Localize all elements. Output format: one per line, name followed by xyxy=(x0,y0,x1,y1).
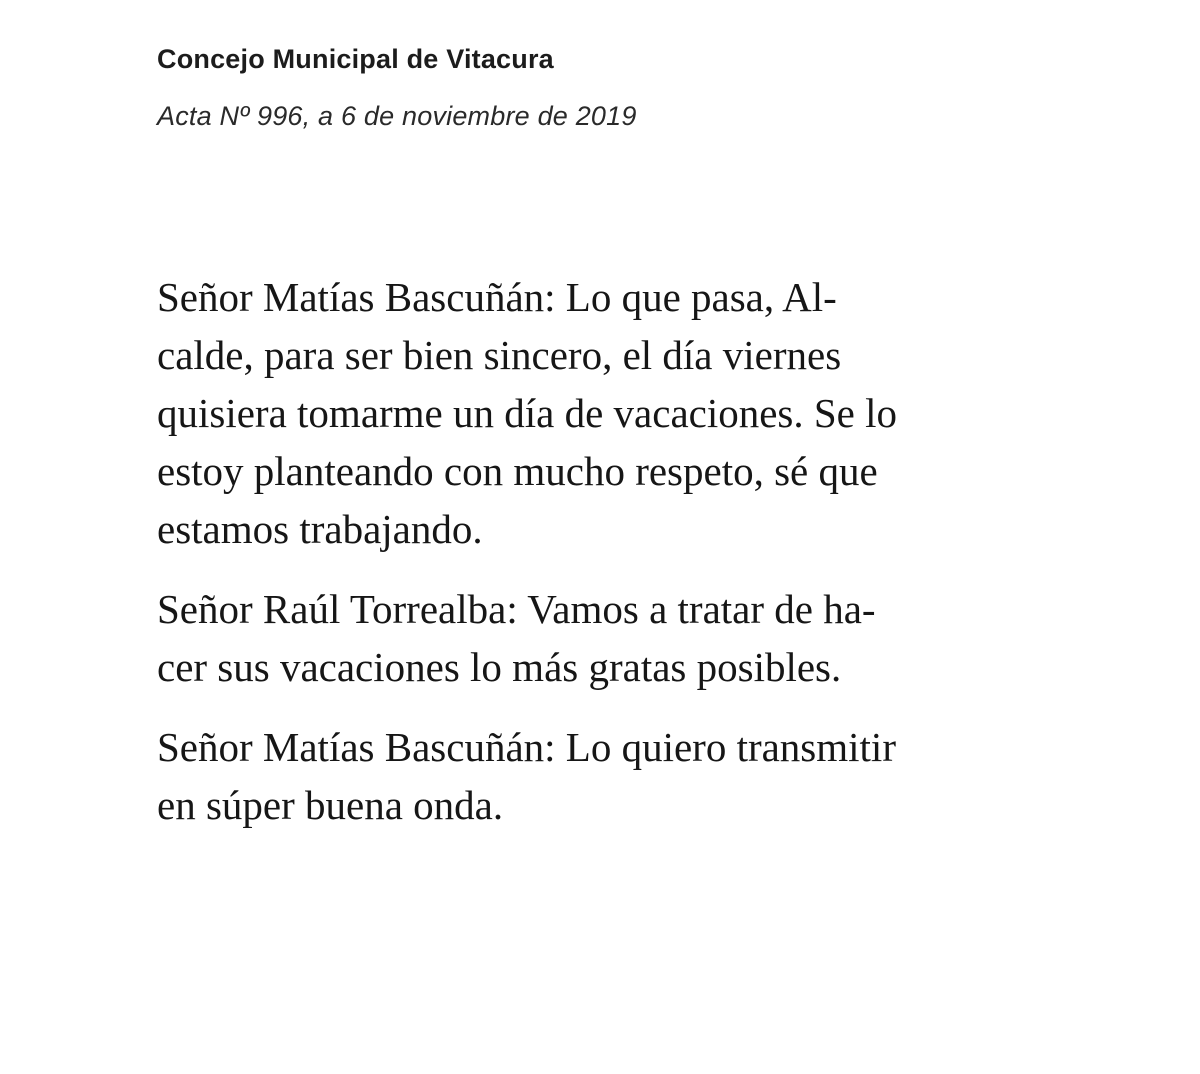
paragraph-line: cer sus vacaciones lo más gratas posibles. xyxy=(157,644,842,690)
paragraph-line: Señor Matías Bascuñán: Lo que pasa, Al- xyxy=(157,274,837,320)
document-title: Concejo Municipal de Vitacura xyxy=(157,44,554,74)
paragraph-line: en súper buena onda. xyxy=(157,782,504,828)
paragraph-torrealba xyxy=(157,580,1057,696)
paragraph-line: quisiera tomarme un día de vacaciones. Se lo xyxy=(157,390,898,436)
paragraph-line: estoy planteando con mucho respeto, sé que xyxy=(157,448,878,494)
paragraph-bascunan-2 xyxy=(157,718,1057,834)
paragraph-line: calde, para ser bien sincero, el día viernes xyxy=(157,332,842,378)
paragraph-line: Señor Matías Bascuñán: Lo quiero transmitir xyxy=(157,724,896,770)
document-subtitle: Acta Nº 996, a 6 de noviembre de 2019 xyxy=(157,101,637,131)
paragraph-line: Señor Raúl Torrealba: Vamos a tratar de ha- xyxy=(157,586,876,632)
paragraph-line: estamos trabajando. xyxy=(157,506,483,552)
paragraph-bascunan-1 xyxy=(157,268,1057,558)
transcript-body xyxy=(157,268,1057,856)
